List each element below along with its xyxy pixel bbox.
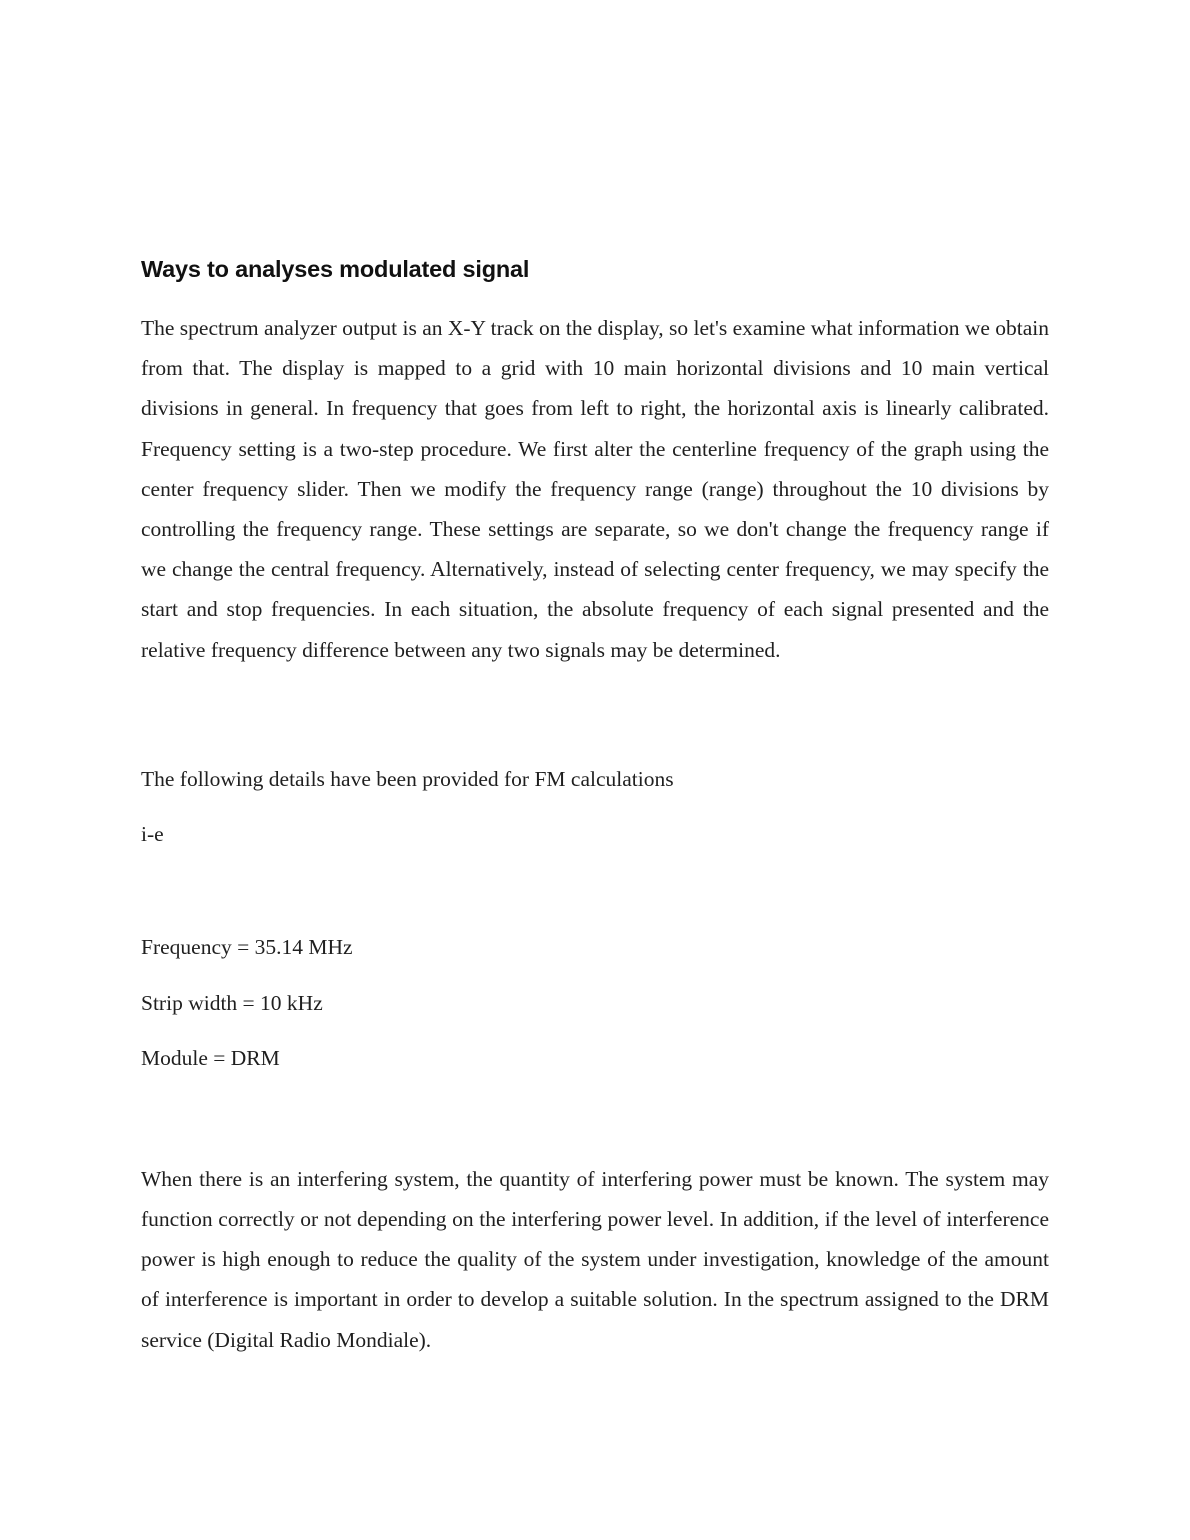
interference-paragraph: When there is an interfering system, the quantity of interfering power must be known. The system may function correctly or not depending on the interfering power level. In addition, if the level of interference power is high enough to reduce the quality of the system under investigation, knowledge of the amount of interference is important in order to develop a suitable solution. In the spectrum assigned to the DRM service (Digital Radio Mondiale). bbox=[141, 1166, 1049, 1352]
document-content bbox=[141, 253, 1049, 1360]
module-detail: Module = DRM bbox=[141, 1045, 280, 1070]
ie-label: i-e bbox=[141, 821, 164, 846]
section-heading: Ways to analyses modulated signal bbox=[141, 256, 530, 282]
frequency-detail: Frequency = 35.14 MHz bbox=[141, 934, 353, 959]
fm-details-intro: The following details have been provided for FM calculations bbox=[141, 766, 674, 791]
strip-width-detail: Strip width = 10 kHz bbox=[141, 990, 323, 1015]
spectrum-analyzer-paragraph: The spectrum analyzer output is an X-Y track on the display, so let's examine what information we obtain from that. The display is mapped to a grid with 10 main horizontal divisions and 10 main vertical divisions in general. In frequency that goes from left to right, the horizontal axis is linearly calibrated. Frequency setting is a two-step procedure. We first alter the centerline frequency of the graph using the center frequency slider. Then we modify the frequency range (range) throughout the 10 divisions by controlling the frequency range. These settings are separate, so we don't change the frequency range if we change the central frequency. Alternatively, instead of selecting center frequency, we may specify the start and stop frequencies. In each situation, the absolute frequency of each signal presented and the relative frequency difference between any two signals may be determined. bbox=[141, 316, 1050, 662]
